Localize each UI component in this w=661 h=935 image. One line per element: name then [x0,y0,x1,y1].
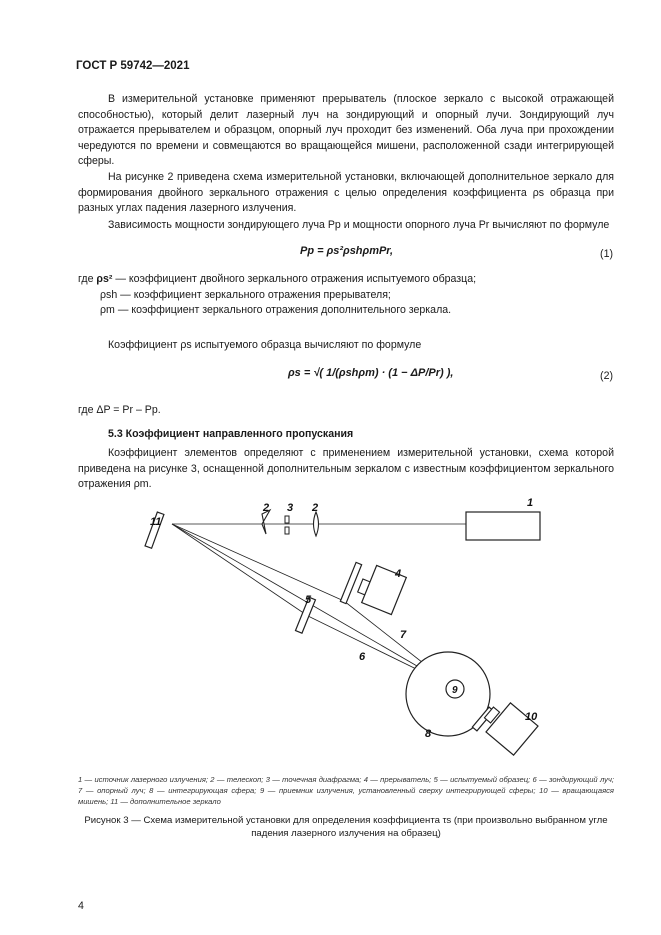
formula-2: ρs = √( 1/(ρshρm) · (1 − ΔP/Pr) ), [288,367,454,379]
where-desc-1: — коэффициент двойного зеркального отражения испытуемого образца; [115,273,477,285]
chopper-mirror [340,562,361,603]
laser-source [466,512,540,540]
equation-number-2: (2) [600,370,613,382]
ray-mirror-to-chopper [172,524,344,601]
where-symbol-1: ρs² [96,273,113,285]
telescope-lens-right [314,512,319,536]
figure-label-4: 4 [395,568,402,580]
paragraph-5-text: Коэффициент элементов определяют с применением измерительной установки, схема которой приведена на рисунке 3, оснащенной дополнительным зеркалом с известным коэффициентом зеркального отражения ρm. [78,447,614,491]
figure-label-6: 6 [359,651,366,663]
figure-title: Рисунок 3 — Схема измерительной установки для определения коэффициента τs (при произвольно выбранном угле падения лазерного излучения на образец) [84,815,608,839]
ray-to-sample [172,524,308,616]
paragraph-4-text: Коэффициент ρs испытуемого образца вычисляют по формуле [108,339,422,351]
document-header: ГОСТ Р 59742—2021 [76,60,190,72]
figure-label-9: 9 [452,685,458,696]
where-label: где [78,273,94,285]
where-symbol-2: ρsh [100,288,118,301]
figure-label-3: 3 [287,502,294,514]
pinhole-bottom [285,527,289,534]
paragraph-3-text: Зависимость мощности зондирующего луча Pp и мощности опорного луча Pr вычисляют по формуле [108,219,610,231]
where-desc-3: — коэффициент зеркального отражения дополнительного зеркала. [117,304,452,317]
page-number: 4 [78,900,84,912]
formula-1: Pp = ρs²ρshρmPr, [300,245,394,257]
where-symbol-3: ρm [100,304,115,317]
figure-label-2-left: 2 [263,502,270,514]
where-block-2: где ΔP = Pr – Pp. [78,404,161,416]
where-desc-2: — коэффициент зеркального отражения прерывателя; [120,288,391,301]
figure-legend: 1 — источник лазерного излучения; 2 — телескоп; 3 — точечная диафрагма; 4 — прерыватель; 5 — испытуемый образец; 6 — зондирующий луч; 7 — опорный луч; 8 — интегрирующая сфера; 9 — приемник излучения, установленный сверху интегрирующей сферы; 10 — вращающаяся мишень; 11 — дополнительное зеркало [78,775,614,806]
paragraph-1-text: В измерительной установке применяют прерыватель (плоское зеркало с высокой отражающей способностью), который делит лазерный луч на зондирующий и опорный лучи. Зондирующий луч отражается прерывателем и образцом, опорный луч проходит без изменений. Оба луча при прохождении чередуются по времени и совмещаются во вращающейся мишени, расположенной сзади интегрирующей сферы. [78,93,614,168]
figure-label-5: 5 [305,594,312,606]
figure-label-8: 8 [425,728,432,740]
figure-label-7: 7 [400,629,407,641]
figure-label-1: 1 [527,497,534,509]
equation-number-1: (1) [600,248,613,260]
section-heading: 5.3 Коэффициент направленного пропускания [108,428,354,440]
pinhole-top [285,516,289,523]
figure-label-11: 11 [150,516,162,528]
figure-label-2-right: 2 [312,502,319,514]
figure-label-10: 10 [525,711,538,723]
paragraph-2-text: На рисунке 2 приведена схема измерительной установки, включающей дополнительное зеркало для формирования двойного зеркального отражения с целью определения коэффициента ρs образца при разных углах падения лазерного излучения. [78,171,614,215]
